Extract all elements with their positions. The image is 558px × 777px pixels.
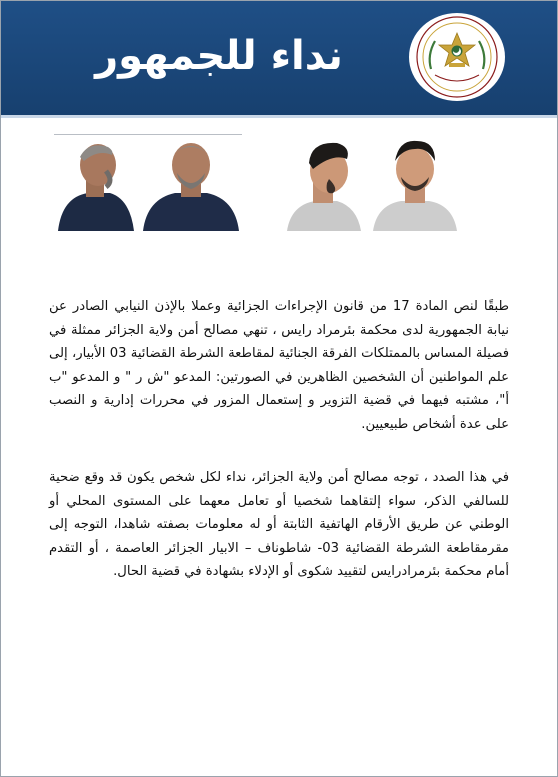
suspect-2-front-photo [369,135,461,231]
header-banner [1,1,557,118]
notice-paragraph-2: في هذا الصدد ، توجه مصالح أمن ولاية الجزائر، نداء لكل شخص يكون قد وقع ضحية للسالفي الذكر، سواء إلتقاهما شخصيا أو تعامل معهما على المستوى المحلي أو الوطني عن طريق الأرقام الهاتفية الثابتة أو له معلومات بصفته شاهدا، التوجه إلى مقرمقاطعة الشرطة القضائية 03- شاطوناف – الابيار الجزائر العاصمة ، أو التقدم أمام محكمة بئرمرادرايس لتقييد شكوى أو الإدلاء بشهادة في قضية الحال. [49,470,509,579]
suspect-1-front-photo [141,135,241,231]
emblem-graphic [409,13,505,101]
police-emblem-logo [409,13,505,101]
suspect-2-profile-photo [277,135,365,231]
page-title: نداء للجمهور [95,33,343,79]
suspect-1-profile-photo [54,135,138,231]
notice-paragraph-1: طبقًا لنص المادة 17 من قانون الإجراءات الجزائية وعملا بالإذن النيابي الصادر عن نيابة الجمهورية لدى محكمة بئرمراد رايس ، تنهي مصالح أمن ولاية الجزائر ممثلة في فصيلة المساس بالممتلكات الفرقة الجنائية لمقاطعة الشرطة القضائية 03 الأبيار، إلى علم المواطنين أن الشخصين الظاهرين في الصورتين: المدعو "ش ر " و المدعو "ب أ"، مشتبه فيهما في قضية التزوير و إستعمال المزور في محررات إدارية و النصب على عدة أشخاص طبيعيين. [49,299,509,432]
